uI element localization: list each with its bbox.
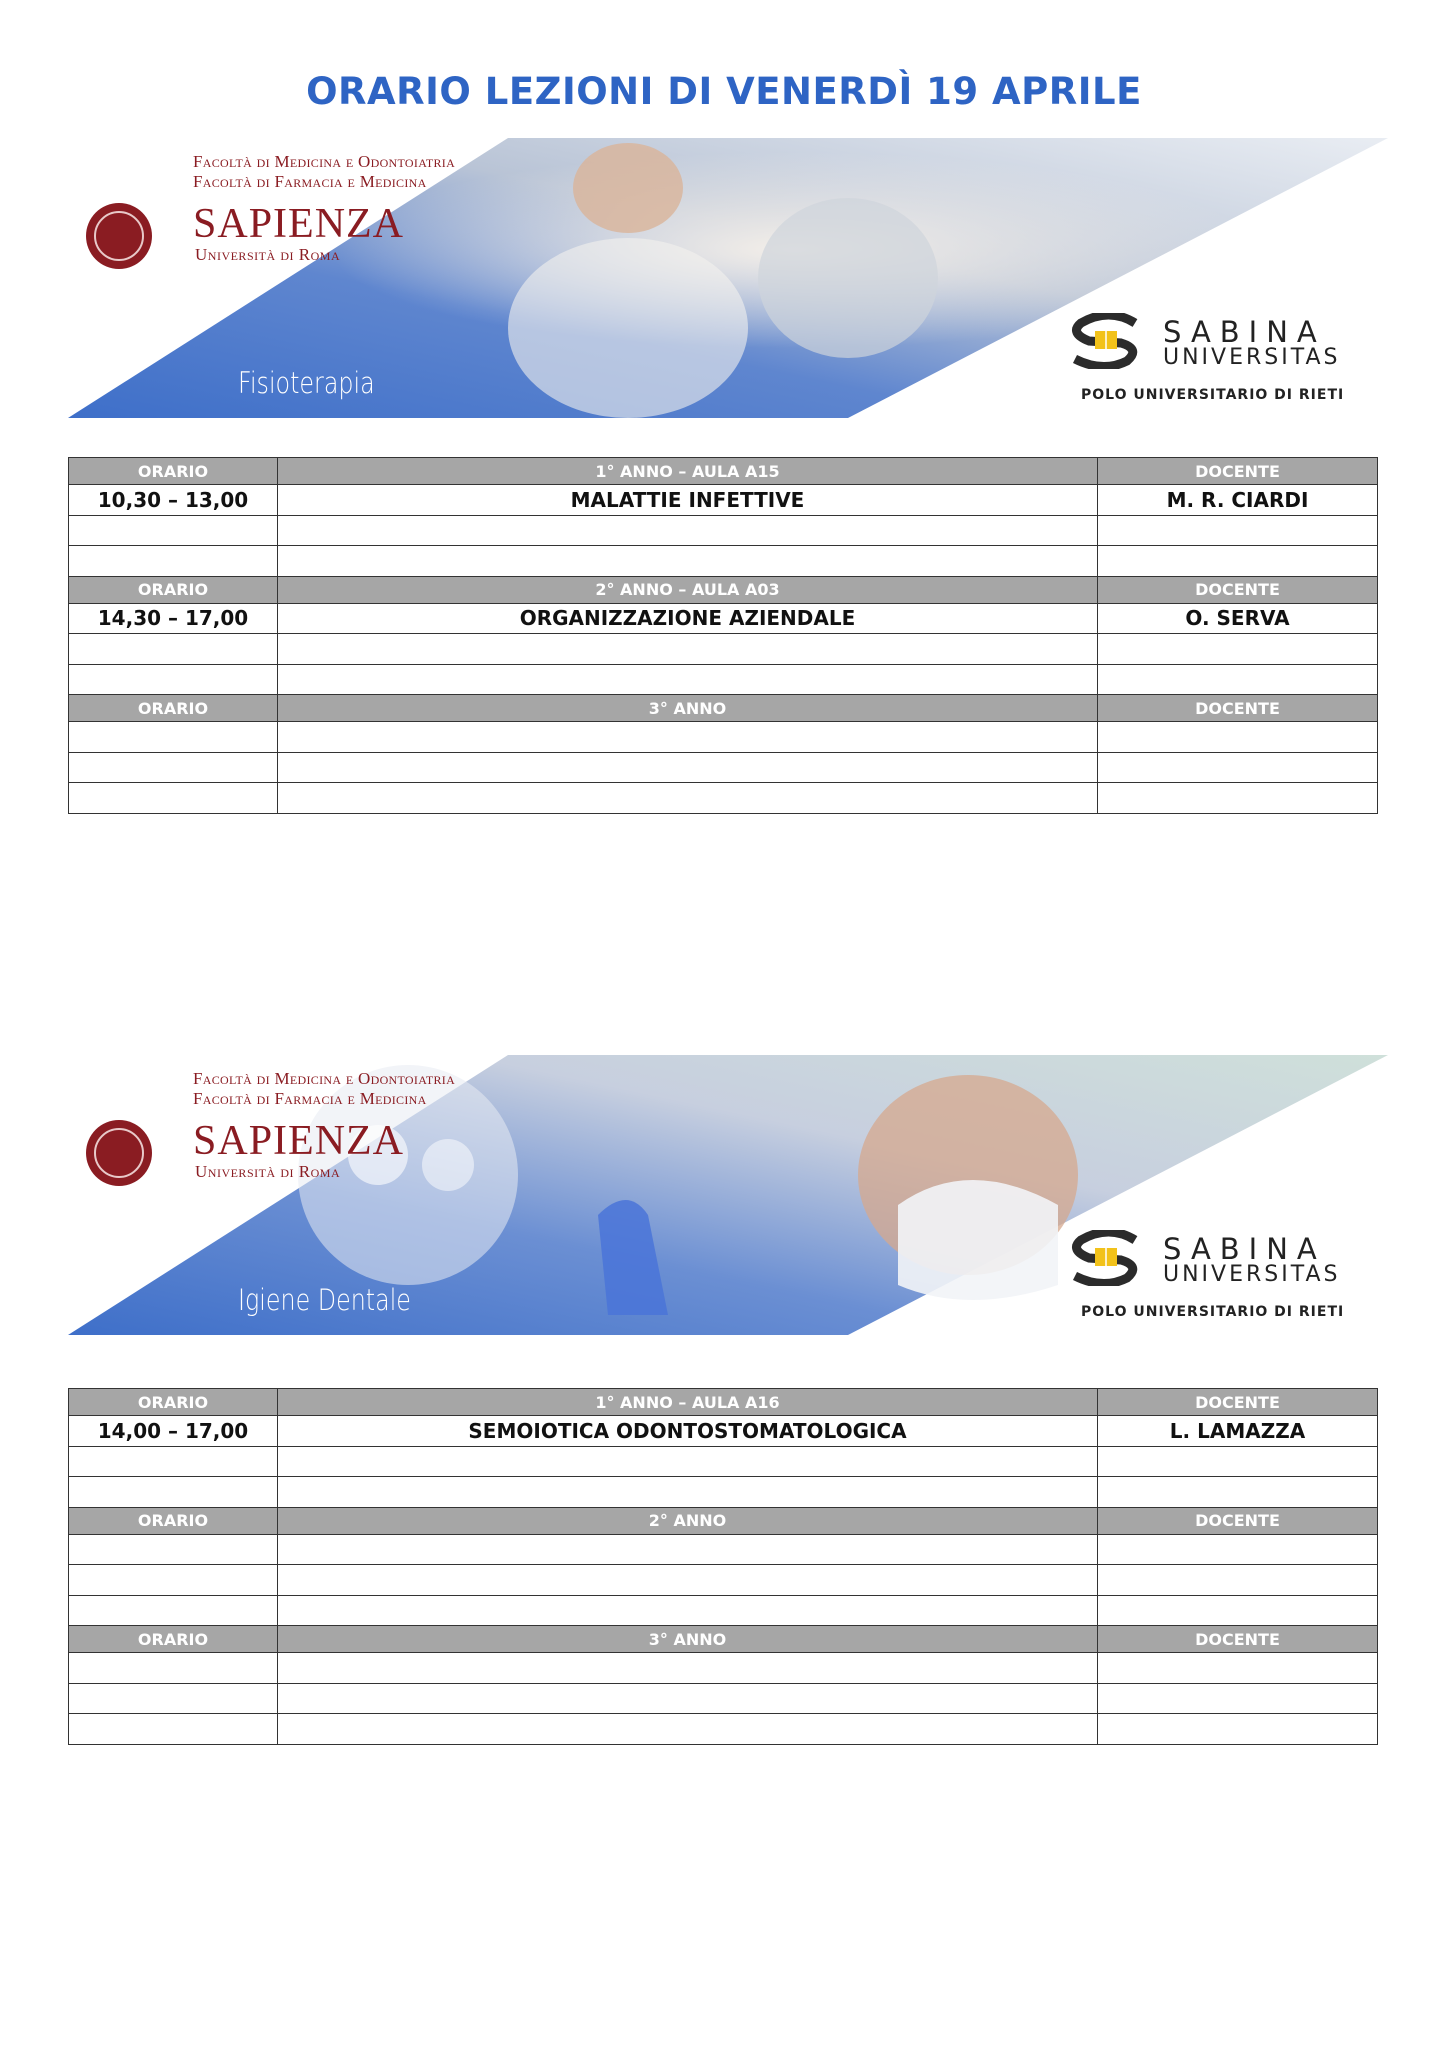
sabina-book-icon — [1069, 313, 1141, 369]
header-docente: DOCENTE — [1098, 695, 1378, 722]
header-year: 3° ANNO — [278, 695, 1098, 722]
schedule-table-igiene-dentale — [68, 1388, 1378, 1745]
header-year: 1° ANNO – AULA A16 — [278, 1389, 1098, 1416]
sabina-subtitle: UNIVERSITAS — [1163, 1262, 1341, 1287]
cell-time — [69, 1683, 278, 1714]
cell-subject — [278, 546, 1098, 577]
cell-subject: MALATTIE INFETTIVE — [278, 485, 1098, 516]
cell-teacher — [1098, 722, 1378, 753]
cell-teacher: O. SERVA — [1098, 603, 1378, 634]
cell-subject — [278, 1683, 1098, 1714]
header-docente: DOCENTE — [1098, 458, 1378, 485]
sabina-polo: POLO UNIVERSITARIO DI RIETI — [1081, 1304, 1345, 1320]
cell-teacher — [1098, 1534, 1378, 1565]
cell-teacher — [1098, 515, 1378, 546]
table-row — [69, 1446, 1378, 1477]
cell-subject: ORGANIZZAZIONE AZIENDALE — [278, 603, 1098, 634]
cell-teacher — [1098, 664, 1378, 695]
cell-time — [69, 1446, 278, 1477]
cell-subject — [278, 664, 1098, 695]
table-row — [69, 1595, 1378, 1626]
cell-subject — [278, 1565, 1098, 1596]
cell-time: 14,30 – 17,00 — [69, 603, 278, 634]
header-year: 2° ANNO — [278, 1507, 1098, 1534]
table-row — [69, 752, 1378, 783]
cell-time — [69, 1477, 278, 1508]
table-row — [69, 546, 1378, 577]
table-header-row — [69, 1389, 1378, 1416]
cell-teacher — [1098, 1595, 1378, 1626]
sabina-subtitle: UNIVERSITAS — [1163, 345, 1341, 370]
banner-igiene-dentale — [68, 1055, 1388, 1335]
table-row — [69, 1565, 1378, 1596]
cell-teacher — [1098, 1565, 1378, 1596]
table-header-row — [69, 695, 1378, 722]
cell-time — [69, 546, 278, 577]
header-orario: ORARIO — [69, 1626, 278, 1653]
cell-subject — [278, 1477, 1098, 1508]
faculty-line-1: Facoltà di Medicina e Odontoiatria — [193, 152, 456, 171]
cell-subject — [278, 1534, 1098, 1565]
cell-subject — [278, 515, 1098, 546]
cell-time — [69, 752, 278, 783]
header-docente: DOCENTE — [1098, 576, 1378, 603]
table-row — [69, 1534, 1378, 1565]
cell-time — [69, 1534, 278, 1565]
header-docente: DOCENTE — [1098, 1626, 1378, 1653]
cell-teacher — [1098, 1714, 1378, 1745]
cell-teacher — [1098, 752, 1378, 783]
cell-teacher — [1098, 634, 1378, 665]
cell-time — [69, 664, 278, 695]
table-row — [69, 1477, 1378, 1508]
cell-subject — [278, 722, 1098, 753]
cell-time: 10,30 – 13,00 — [69, 485, 278, 516]
university-name: SAPIENZA — [193, 1118, 405, 1164]
cell-time: 14,00 – 17,00 — [69, 1416, 278, 1447]
page-title: ORARIO LEZIONI DI VENERDÌ 19 APRILE — [306, 70, 1142, 113]
university-subtitle: Università di Roma — [195, 245, 341, 264]
sabina-name: SABINA — [1163, 1232, 1326, 1266]
table-row — [69, 1416, 1378, 1447]
table-row — [69, 603, 1378, 634]
cell-time — [69, 634, 278, 665]
sabina-polo: POLO UNIVERSITARIO DI RIETI — [1081, 387, 1345, 403]
sabina-logo — [1069, 1230, 1389, 1325]
table-row — [69, 515, 1378, 546]
cell-subject: SEMOIOTICA ODONTOSTOMATOLOGICA — [278, 1416, 1098, 1447]
sapienza-seal-icon — [86, 1120, 152, 1186]
cell-time — [69, 1595, 278, 1626]
cell-teacher — [1098, 546, 1378, 577]
cell-subject — [278, 783, 1098, 814]
banner-fisioterapia — [68, 138, 1388, 418]
schedule-table-fisioterapia — [68, 457, 1378, 814]
table-header-row — [69, 576, 1378, 603]
table-row — [69, 1683, 1378, 1714]
table-row — [69, 634, 1378, 665]
header-orario: ORARIO — [69, 1507, 278, 1534]
table-row — [69, 722, 1378, 753]
table-row — [69, 664, 1378, 695]
faculty-line-2: Facoltà di Farmacia e Medicina — [193, 1089, 427, 1108]
header-docente: DOCENTE — [1098, 1389, 1378, 1416]
cell-subject — [278, 1714, 1098, 1745]
table-row — [69, 485, 1378, 516]
header-orario: ORARIO — [69, 458, 278, 485]
header-year: 3° ANNO — [278, 1626, 1098, 1653]
cell-teacher: M. R. CIARDI — [1098, 485, 1378, 516]
sabina-logo — [1069, 313, 1389, 408]
sabina-book-icon — [1069, 1230, 1141, 1286]
university-subtitle: Università di Roma — [195, 1162, 341, 1181]
cell-subject — [278, 1653, 1098, 1684]
cell-time — [69, 783, 278, 814]
cell-time — [69, 1653, 278, 1684]
cell-teacher — [1098, 1446, 1378, 1477]
table-header-row — [69, 1626, 1378, 1653]
cell-teacher — [1098, 1683, 1378, 1714]
header-year: 1° ANNO – AULA A15 — [278, 458, 1098, 485]
cell-teacher — [1098, 1653, 1378, 1684]
cell-subject — [278, 1595, 1098, 1626]
sapienza-logo — [86, 1065, 506, 1185]
header-docente: DOCENTE — [1098, 1507, 1378, 1534]
sapienza-logo — [86, 148, 506, 268]
table-header-row — [69, 1507, 1378, 1534]
cell-time — [69, 515, 278, 546]
header-orario: ORARIO — [69, 695, 278, 722]
faculty-line-1: Facoltà di Medicina e Odontoiatria — [193, 1069, 456, 1088]
cell-time — [69, 1714, 278, 1745]
course-name: Igiene Dentale — [238, 1283, 411, 1317]
sabina-name: SABINA — [1163, 315, 1326, 349]
cell-time — [69, 722, 278, 753]
cell-subject — [278, 634, 1098, 665]
table-row — [69, 1714, 1378, 1745]
university-name: SAPIENZA — [193, 201, 405, 247]
cell-subject — [278, 752, 1098, 783]
cell-teacher — [1098, 1477, 1378, 1508]
sapienza-seal-icon — [86, 203, 152, 269]
table-header-row — [69, 458, 1378, 485]
table-row — [69, 783, 1378, 814]
cell-teacher — [1098, 783, 1378, 814]
cell-teacher: L. LAMAZZA — [1098, 1416, 1378, 1447]
header-year: 2° ANNO – AULA A03 — [278, 576, 1098, 603]
faculty-line-2: Facoltà di Farmacia e Medicina — [193, 172, 427, 191]
cell-subject — [278, 1446, 1098, 1477]
table-row — [69, 1653, 1378, 1684]
cell-time — [69, 1565, 278, 1596]
header-orario: ORARIO — [69, 576, 278, 603]
header-orario: ORARIO — [69, 1389, 278, 1416]
course-name: Fisioterapia — [238, 366, 375, 400]
